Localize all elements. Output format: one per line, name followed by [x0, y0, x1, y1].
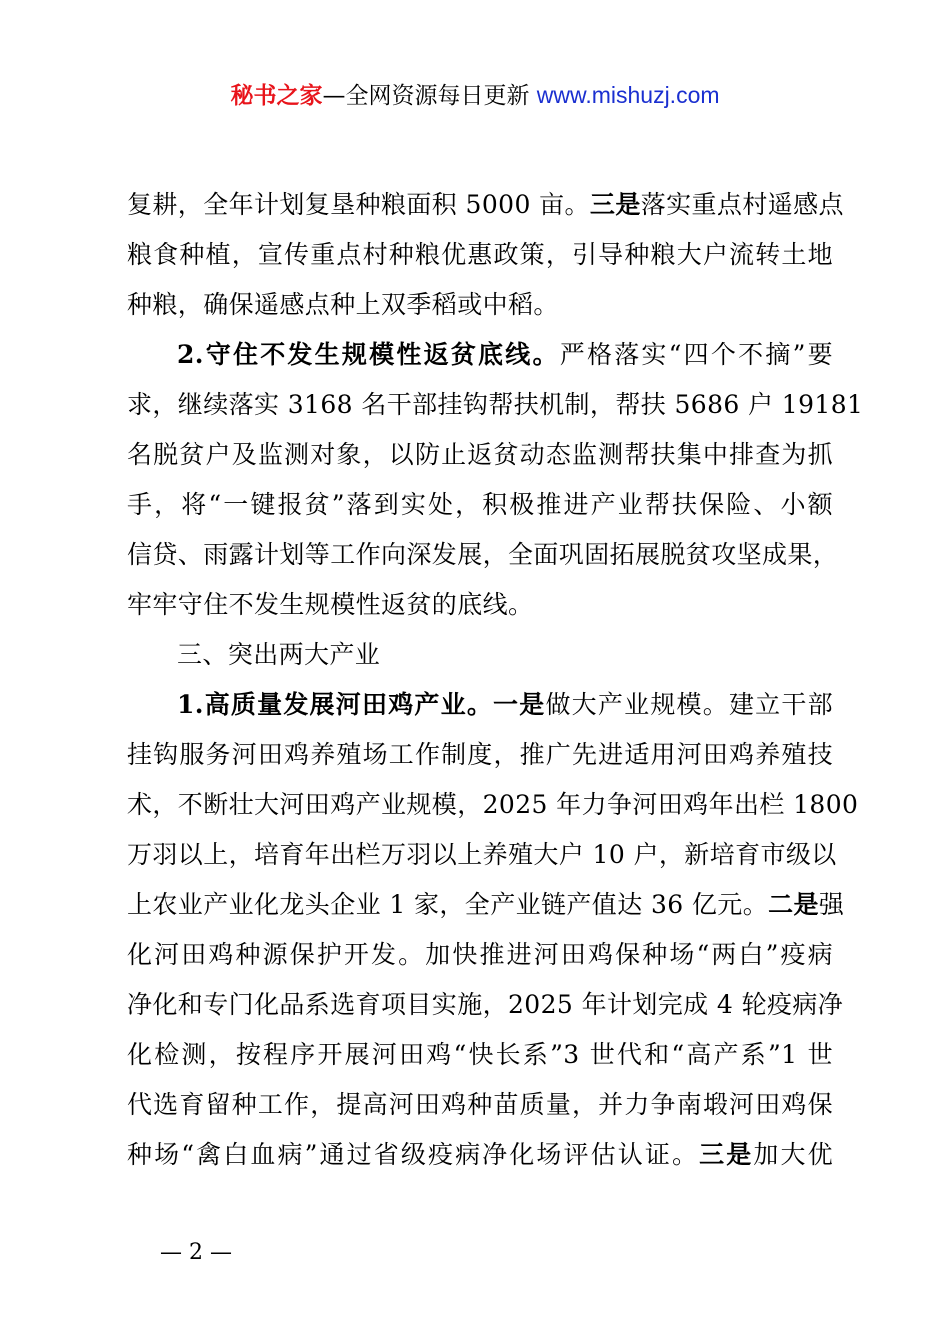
bold-text: 三是 [699, 1140, 754, 1169]
bold-text: 二是 [768, 890, 819, 919]
text-line [127, 980, 844, 1030]
text-segment: 种场“禽白血病”通过省级疫病净化场评估认证。 [127, 1140, 700, 1169]
text-segment: 净化和专门化品系选育项目实施，2025 年计划完成 4 轮疫病净 [127, 990, 844, 1019]
text-segment: 术，不断壮大河田鸡产业规模，2025 年力争河田鸡年出栏 1800 [127, 790, 859, 819]
text-line [127, 530, 839, 580]
text-segment: 代选育留种工作，提高河田鸡种苗质量，并力争南塅河田鸡保 [127, 1090, 833, 1119]
text-segment: 万羽以上，培育年出栏万羽以上养殖大户 10 户，新培育市级以 [127, 840, 837, 869]
brand-name: 秘书之家 [230, 83, 323, 109]
text-segment: 加大优 [753, 1140, 833, 1169]
text-line [127, 630, 833, 680]
text-line [127, 1130, 833, 1180]
text-line [127, 1030, 833, 1080]
bold-text: 1.高质量发展河田鸡产业。一是 [177, 690, 546, 719]
banner-tagline: —全网资源每日更新 [322, 83, 537, 109]
document-body [127, 180, 864, 1180]
text-segment: 化河田鸡种源保护开发。加快推进河田鸡保种场“两白”疫病 [127, 940, 833, 969]
site-url: www.mishuzj.com [536, 82, 720, 108]
text-segment: 上农业产业化龙头企业 1 家，全产业链产值达 36 亿元。 [127, 890, 769, 919]
text-segment: 求，继续落实 3168 名干部挂钩帮扶机制，帮扶 5686 户 19181 [127, 390, 864, 419]
text-line [127, 180, 844, 230]
text-segment: 信贷、雨露计划等工作向深发展，全面巩固拓展脱贫攻坚成果， [127, 540, 839, 569]
text-segment: 种粮，确保遥感点种上双季稻或中稻。 [127, 290, 559, 319]
text-segment: 挂钩服务河田鸡养殖场工作制度，推广先进适用河田鸡养殖技 [127, 740, 833, 769]
text-line [127, 780, 859, 830]
text-line [127, 730, 833, 780]
text-segment: 复耕，全年计划复垦种粮面积 5000 亩。 [127, 190, 590, 219]
text-line [127, 280, 833, 330]
text-line [127, 1080, 833, 1130]
text-line [127, 830, 837, 880]
text-line [127, 430, 833, 480]
text-line [127, 930, 833, 980]
site-banner [0, 78, 950, 113]
text-segment: 手，将“一键报贫”落到实处，积极推进产业帮扶保险、小额 [127, 490, 833, 519]
text-segment: 强 [818, 890, 845, 919]
text-line [127, 680, 833, 730]
text-segment: 做大产业规模。建立干部 [545, 690, 833, 719]
page-number: — 2 — [160, 1240, 232, 1265]
text-line [127, 380, 864, 430]
text-segment: 落实重点村遥感点 [640, 190, 844, 219]
text-segment: 三、突出两大产业 [177, 640, 381, 669]
text-segment: 名脱贫户及监测对象，以防止返贫动态监测帮扶集中排查为抓 [127, 440, 833, 469]
text-line [127, 880, 845, 930]
text-segment: 化检测，按程序开展河田鸡“快长系”3 世代和“高产系”1 世 [127, 1040, 833, 1069]
text-segment: 粮食种植，宣传重点村种粮优惠政策，引导种粮大户流转土地 [127, 240, 833, 269]
text-segment: 严格落实“四个不摘”要 [559, 340, 833, 369]
bold-text: 2.守住不发生规模性返贫底线。 [177, 340, 560, 369]
text-line [127, 480, 833, 530]
bold-text: 三是 [589, 190, 641, 219]
text-line [127, 230, 833, 280]
text-segment: 牢牢守住不发生规模性返贫的底线。 [127, 590, 534, 619]
text-line [127, 330, 833, 380]
text-line [127, 580, 833, 630]
